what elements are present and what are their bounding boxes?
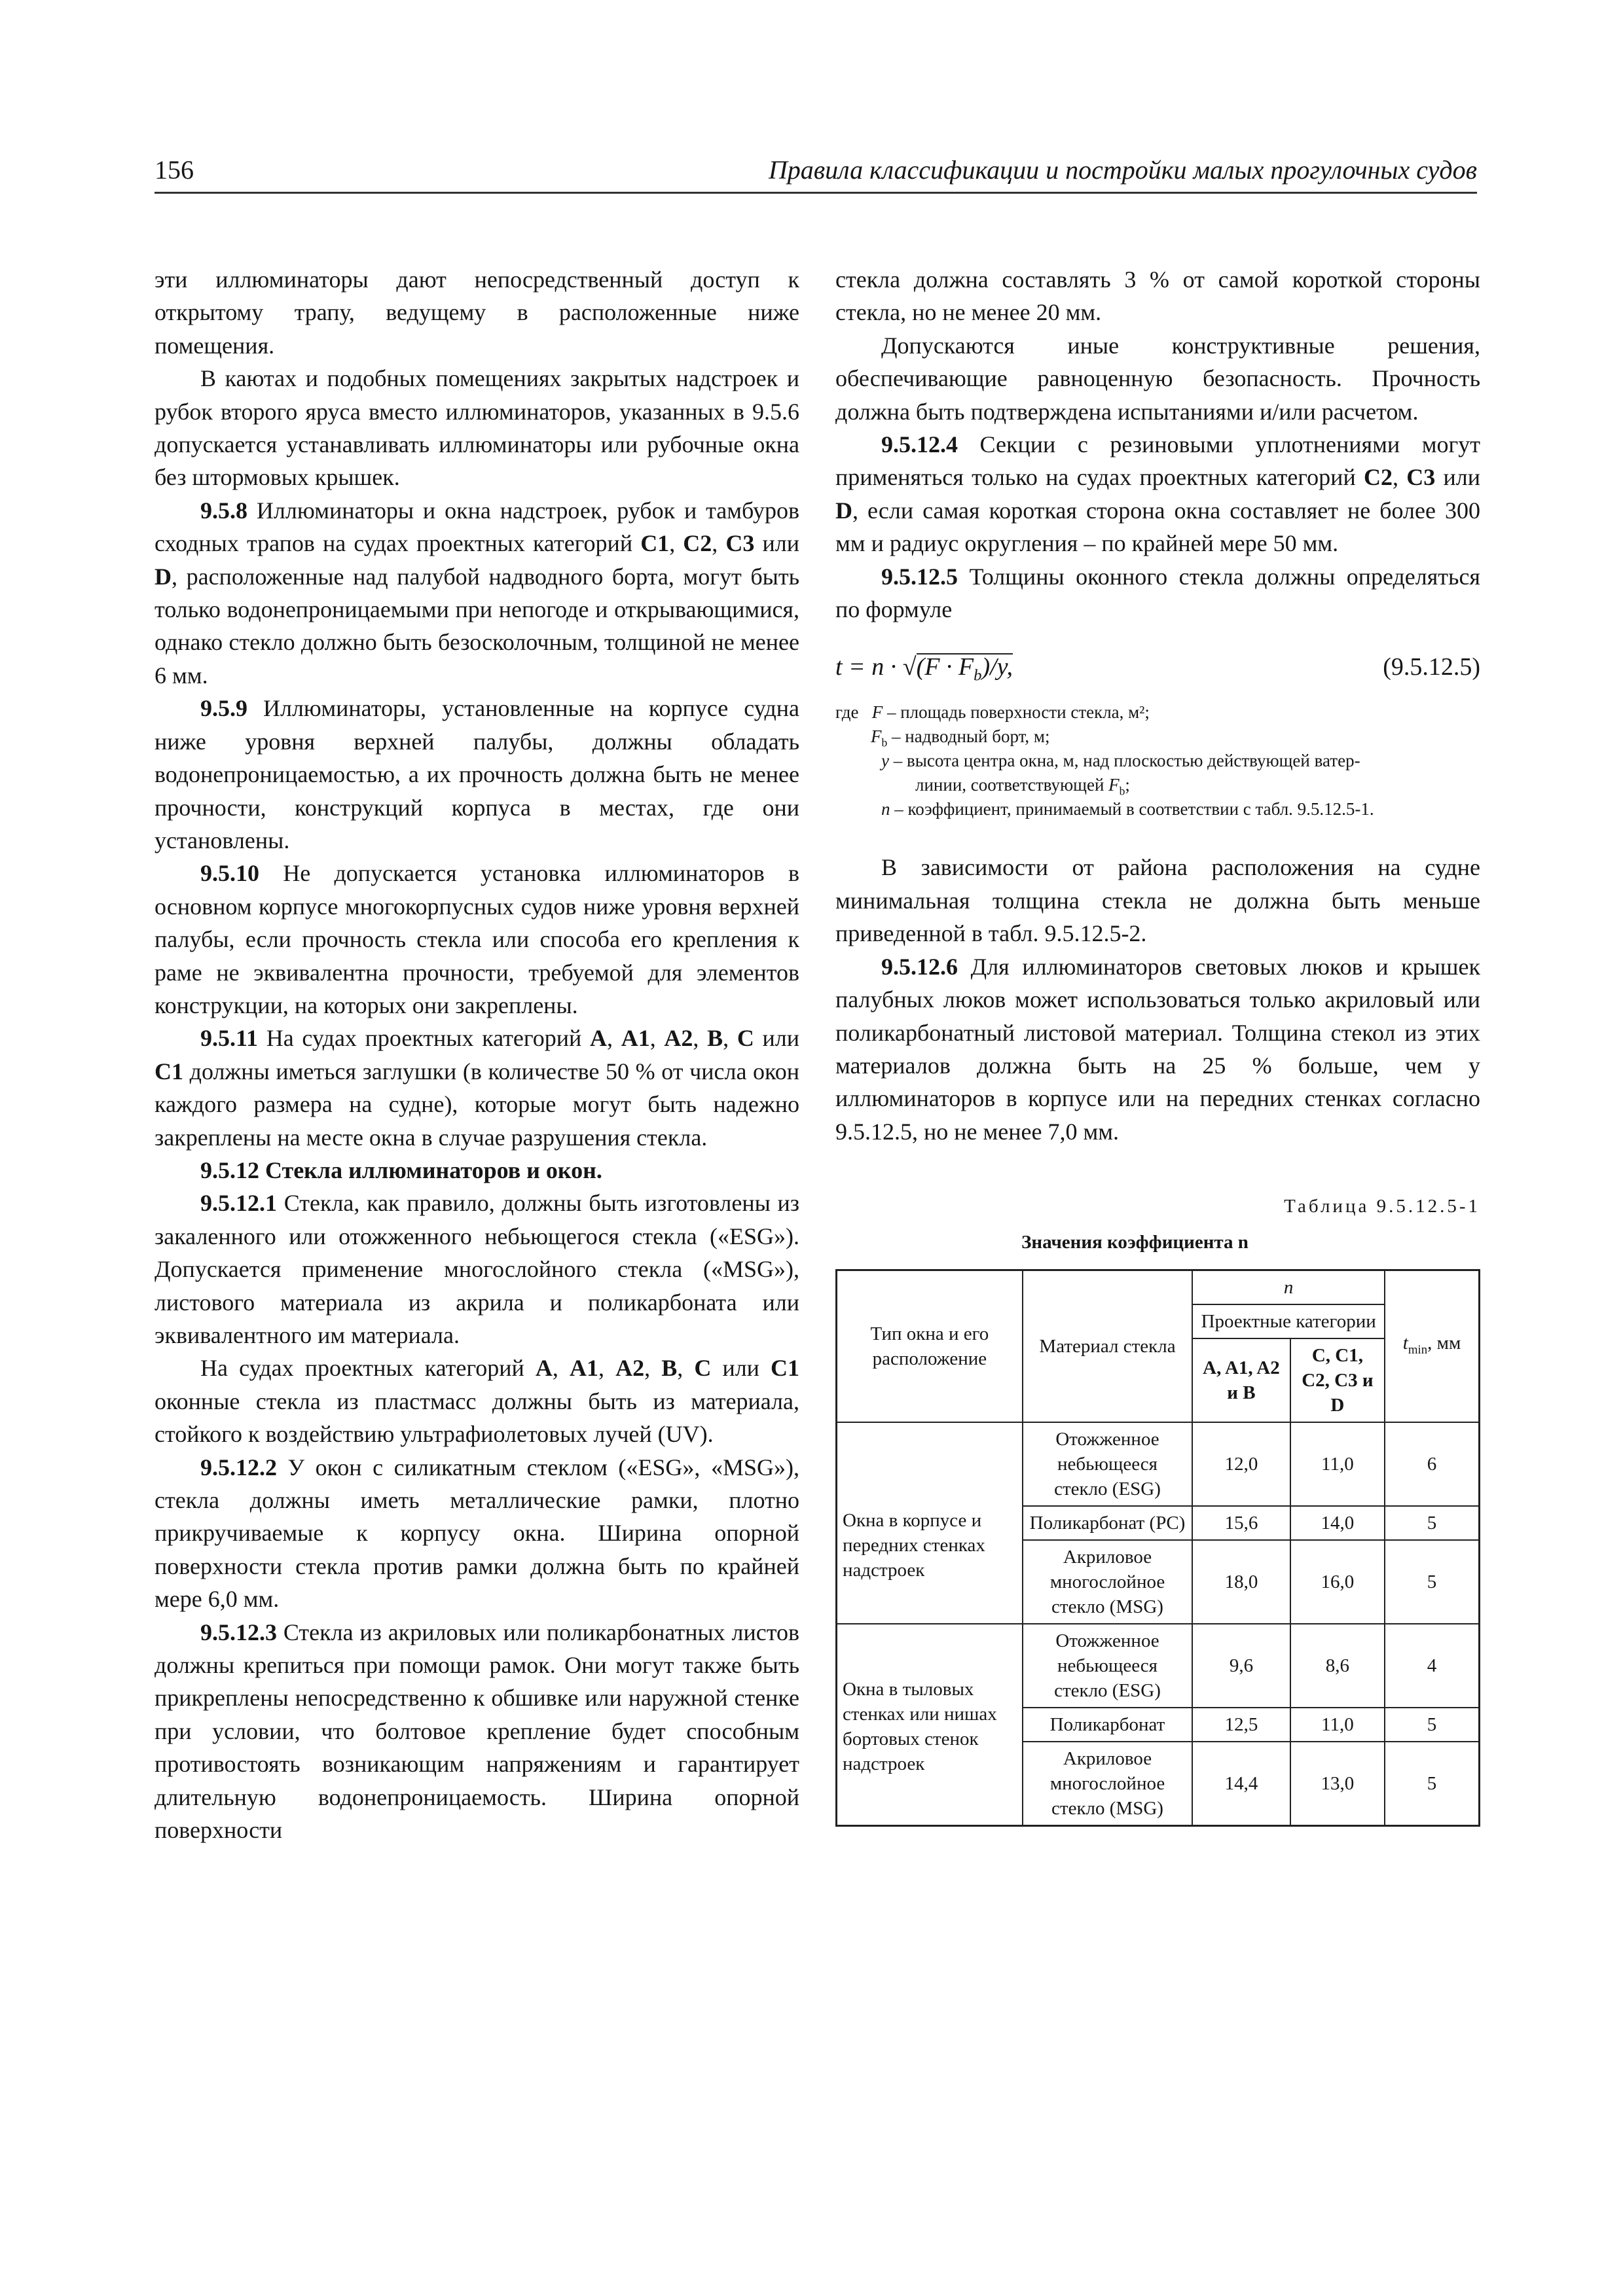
clause-number: 9.5.8 (200, 497, 247, 524)
table-cell: Акриловое многослойное стекло (MSG) (1023, 1742, 1192, 1826)
table-cell: 5 (1385, 1506, 1479, 1540)
clause-number: 9.5.12.3 (200, 1619, 277, 1645)
clause-number: 9.5.12.4 (881, 431, 958, 458)
clause-number: 9.5.11 (200, 1025, 259, 1052)
header-cell: n (1192, 1270, 1385, 1304)
table-cell: 11,0 (1290, 1422, 1385, 1506)
clause-number: 9.5.12.6 (881, 953, 958, 980)
table-row (837, 1624, 1480, 1708)
paragraph: Допускаются иные конструктивные решения, обеспечивающие равноценную безопасность. Прочность должна быть подтверждена испытаниями и/или расчетом. (835, 332, 1480, 425)
clause-number: 9.5.9 (200, 695, 247, 722)
table-cell: 5 (1385, 1708, 1479, 1742)
paragraph-9-5-12-2: 9.5.12.2 У окон с силикатным стеклом («ESG», «MSG»), стекла должны иметь металлические рамки, плотно прикручиваемые к корпусу окна. Ширина опорной поверхности стекла против рамки должна быть по крайней мере 6,0 мм. (155, 1454, 799, 1613)
header-cell: Материал стекла (1023, 1270, 1192, 1422)
table-cell: 13,0 (1290, 1742, 1385, 1826)
paragraph: На судах проектных категорий A, A1, A2, B, C или C1 оконные стекла из пластмасс должны быть из материала, стойкого к воздействию ультрафиолетовых лучей (UV). (155, 1355, 800, 1448)
header-cell: $t_{min}$, мм (1385, 1270, 1479, 1422)
table-title: Значения коэффициента n (1021, 1231, 1249, 1253)
legend-item: n – коэффициент, принимаемый в соответствии с табл. 9.5.12.5-1. (881, 799, 1374, 819)
legend-item: $F_b$ – надводный борт, м; (871, 726, 1050, 749)
table-cell: 4 (1385, 1624, 1479, 1708)
table-cell: 16,0 (1290, 1540, 1385, 1624)
table-cell: Акриловое многослойное стекло (MSG) (1023, 1540, 1192, 1624)
paragraph-9-5-12-3: 9.5.12.3 Стекла из акриловых или поликарбонатных листов должны крепиться при помощи рамок. Они могут также быть прикреплены непосредственно к обшивке или наружной стенке при условии, что болтовое крепление будет способным противостоять возникающим напряжениям и гарантирует длительную водонепроницаемость. Ширина опорной поверхности (155, 1619, 799, 1844)
table-cell: 5 (1385, 1742, 1479, 1826)
right-column (835, 263, 1480, 1827)
clause-number: 9.5.12.2 (200, 1454, 277, 1480)
radicand: $(F \cdot F_b)/y$, (916, 653, 1013, 685)
table-cell: 18,0 (1192, 1540, 1290, 1624)
table-cell: Отожженное небьющееся стекло (ESG) (1023, 1422, 1192, 1506)
paragraph-9-5-9: 9.5.9 Иллюминаторы, установленные на корпусе судна ниже уровня верхней палубы, должны обладать водонепроницаемостью, а их прочность должна быть не менее прочности, конструкций корпуса в местах, где они установлены. (155, 695, 799, 853)
paragraph-9-5-12-4: 9.5.12.4 Секции с резиновыми уплотнениями могут применяться только на судах проектных категорий C2, C3 или D, если самая короткая сторона окна составляет не более 300 мм и радиус округления – по крайней мере 50 мм. (835, 431, 1480, 557)
formula (835, 644, 1480, 691)
coefficient-table (835, 1269, 1480, 1827)
table-cell: 14,4 (1192, 1742, 1290, 1826)
paragraph-9-5-8: 9.5.8 Иллюминаторы и окна надстроек, рубок и тамбуров сходных трапов на судах проектных категорий C1, C2, C3 или D, расположенные над палубой надводного борта, могут быть только водонепроницаемыми при непогоде и открывающимися, однако стекло должно быть безосколочным, толщиной не менее 6 мм. (155, 497, 800, 689)
table-row (837, 1422, 1480, 1506)
header-cell: Проектные категории (1192, 1304, 1385, 1338)
table-cell: 15,6 (1192, 1506, 1290, 1540)
table-cell: 8,6 (1290, 1624, 1385, 1708)
table-cell: Поликарбонат (PC) (1023, 1506, 1192, 1540)
paragraph-9-5-11: 9.5.11 На судах проектных категорий A, A1, A2, B, C или C1 должны иметься заглушки (в количестве 50 % от числа окон каждого размера на судне), которые могут быть надежно закреплены на месте окна в случае разрушения стекла. (155, 1025, 800, 1151)
page-number: 156 (155, 155, 194, 185)
table-cell: 11,0 (1290, 1708, 1385, 1742)
table-cell: 12,0 (1192, 1422, 1290, 1506)
paragraph-9-5-10: 9.5.10 Не допускается установка иллюминаторов в основном корпусе многокорпусных судов ниже уровня верхней палубы, если прочность стекла или способа его крепления к раме не эквивалентна прочности, требуемой для элементов конструкции, на которых они закреплены. (155, 860, 799, 1018)
header-cell: Тип окна и его расположение (837, 1270, 1023, 1422)
table-cell: 9,6 (1192, 1624, 1290, 1708)
left-column (155, 263, 799, 1847)
paragraph-9-5-12-6: 9.5.12.6 Для иллюминаторов световых люков и крышек палубных люков может использоваться только акриловый или поликарбонатный листовой материал. Толщина стекол из этих материалов должна быть на 25 % больше, чем у иллюминаторов в корпусе или на передних стенках согласно 9.5.12.5, но не менее 7,0 мм. (835, 953, 1480, 1145)
section-heading: 9.5.12 Стекла иллюминаторов и окон. (200, 1157, 602, 1183)
formula-legend (835, 700, 1480, 851)
table-cell: 5 (1385, 1540, 1479, 1624)
clause-number: 9.5.12.1 (200, 1190, 277, 1217)
paragraph: В каютах и подобных помещениях закрытых надстроек и рубок второго яруса вместо иллюминаторов, указанных в 9.5.6 допускается устанавливать иллюминаторы или рубочные окна без штормовых крышек. (155, 365, 799, 491)
paragraph: В зависимости от района расположения на судне минимальная толщина стекла не должна быть меньше приведенной в табл. 9.5.12.5-2. (835, 854, 1480, 947)
paragraph: эти иллюминаторы дают непосредственный доступ к открытому трапу, ведущему в расположенные ниже помещения. (155, 266, 799, 359)
table-cell: 12,5 (1192, 1708, 1290, 1742)
table-caption: Таблица 9.5.12.5-1 (1284, 1196, 1480, 1217)
table-cell: 6 (1385, 1422, 1479, 1506)
legend-item: где F – площадь поверхности стекла, м²; (835, 702, 1150, 723)
paragraph-9-5-12-5: 9.5.12.5 Толщины оконного стекла должны определяться по формуле (835, 563, 1480, 623)
table-cell: Поликарбонат (1023, 1708, 1192, 1742)
table-cell: Окна в корпусе и передних стенках надстроек (837, 1422, 1023, 1624)
page-header (155, 154, 1477, 191)
header-rule (155, 192, 1477, 194)
running-title: Правила классификации и постройки малых прогулочных судов (768, 155, 1477, 185)
paragraph: стекла должна составлять 3 % от самой короткой стороны стекла, но не менее 20 мм. (835, 266, 1480, 326)
table-cell: Окна в тыловых стенках или нишах бортовых стенок надстроек (837, 1624, 1023, 1826)
header-cell: A, A1, A2 и B (1192, 1338, 1290, 1422)
formula-number: (9.5.12.5) (1383, 653, 1480, 681)
paragraph-9-5-12-1: 9.5.12.1 Стекла, как правило, должны быть изготовлены из закаленного или отожженного небьющегося стекла («ESG»). Допускается применение многослойного стекла («MSG»), листового материала из акрила и поликарбоната или эквивалентного им материала. (155, 1190, 799, 1348)
clause-number: 9.5.10 (200, 860, 259, 887)
clause-number: 9.5.12.5 (881, 563, 958, 590)
legend-item: y – высота центра окна, м, над плоскостью действующей ватер- (881, 751, 1360, 771)
legend-item: линии, соответствующей $F_b$; (915, 775, 1130, 798)
formula-expression: $t = n \cdot √(F \cdot F_b)/y$, (835, 653, 1013, 685)
header-cell: C, C1, C2, C3 и D (1290, 1338, 1385, 1422)
table-cell: 14,0 (1290, 1506, 1385, 1540)
table-cell: Отожженное небьющееся стекло (ESG) (1023, 1624, 1192, 1708)
